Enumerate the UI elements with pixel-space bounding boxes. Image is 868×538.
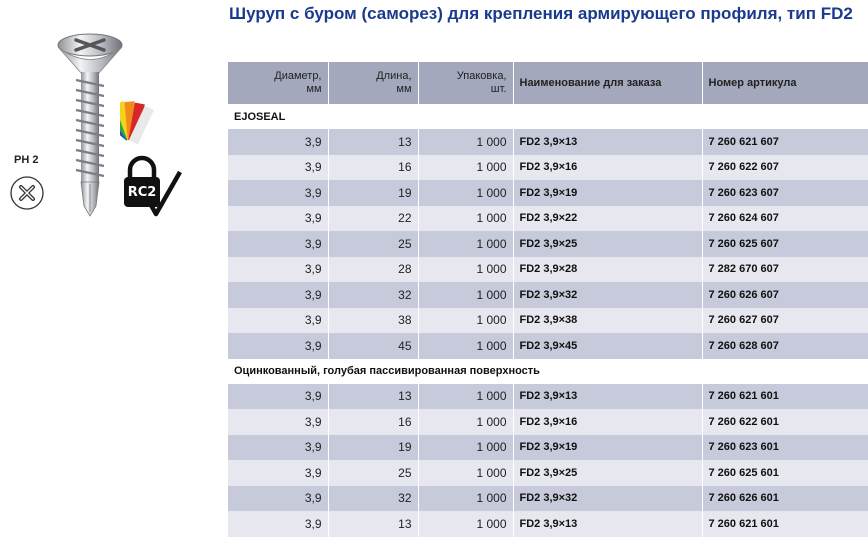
- cell-article: 7 260 626 601: [708, 492, 779, 505]
- cell-article: 7 260 625 607: [708, 237, 779, 250]
- table-row: [228, 206, 868, 232]
- header-diameter: Диаметр, мм: [228, 62, 328, 104]
- cell-length: 16: [328, 155, 418, 181]
- padlock-icon: [130, 158, 154, 178]
- cell-length: 25: [328, 231, 418, 257]
- cell-length: 28: [328, 257, 418, 283]
- cell-order-name: FD2 3,9×32: [513, 486, 702, 512]
- table-row: [228, 435, 868, 461]
- drive-label: PH 2: [14, 154, 39, 166]
- cell-article: 7 282 670 607: [708, 263, 779, 276]
- cell-article: 7 260 625 601: [708, 466, 779, 479]
- cell-package: 1 000: [418, 129, 513, 155]
- cell-package: 1 000: [418, 206, 513, 232]
- table-row: [228, 511, 868, 537]
- cell-diameter: 3,9: [228, 333, 328, 359]
- cell-article: 7 260 623 607: [708, 186, 779, 199]
- cell-order-name: FD2 3,9×22: [513, 206, 702, 232]
- table-row: [228, 180, 868, 206]
- cell-article: 7 260 621 601: [708, 517, 779, 530]
- cell-order-name: FD2 3,9×19: [513, 435, 702, 461]
- cell-diameter: 3,9: [228, 435, 328, 461]
- table-row: [228, 384, 868, 410]
- cell-package: 1 000: [418, 155, 513, 181]
- product-table: [228, 62, 868, 537]
- cell-package: 1 000: [418, 511, 513, 537]
- rc2-label: RC2: [127, 184, 157, 200]
- cell-article: 7 260 626 607: [708, 288, 779, 301]
- cell-length: 32: [328, 282, 418, 308]
- table-row: [228, 257, 868, 283]
- cell-order-name: FD2 3,9×13: [513, 129, 702, 155]
- section-header-row: [228, 359, 868, 384]
- cell-package: 1 000: [418, 180, 513, 206]
- cell-length: 32: [328, 486, 418, 512]
- cell-package: 1 000: [418, 333, 513, 359]
- cell-diameter: 3,9: [228, 155, 328, 181]
- cell-length: 16: [328, 409, 418, 435]
- cell-length: 13: [328, 129, 418, 155]
- cell-order-name: FD2 3,9×38: [513, 308, 702, 334]
- section-title: EJOSEAL: [234, 110, 286, 123]
- table-row: [228, 282, 868, 308]
- screw-illustration: [52, 28, 128, 218]
- cell-order-name: FD2 3,9×13: [513, 384, 702, 410]
- cell-diameter: 3,9: [228, 384, 328, 410]
- cell-length: 22: [328, 206, 418, 232]
- table-header-row: [228, 62, 868, 104]
- table-row: [228, 486, 868, 512]
- cell-length: 19: [328, 180, 418, 206]
- cell-length: 13: [328, 384, 418, 410]
- table-row: [228, 129, 868, 155]
- cell-article: 7 260 624 607: [708, 212, 779, 225]
- cell-article: 7 260 621 607: [708, 135, 779, 148]
- cell-order-name: FD2 3,9×25: [513, 231, 702, 257]
- cell-order-name: FD2 3,9×13: [513, 511, 702, 537]
- section-header-row: [228, 104, 868, 129]
- product-illustration-panel: [0, 0, 228, 538]
- cell-article: 7 260 623 601: [708, 441, 779, 454]
- cell-diameter: 3,9: [228, 460, 328, 486]
- table-row: [228, 308, 868, 334]
- cell-order-name: FD2 3,9×16: [513, 409, 702, 435]
- cell-package: 1 000: [418, 435, 513, 461]
- cell-length: 25: [328, 460, 418, 486]
- cell-diameter: 3,9: [228, 231, 328, 257]
- cell-diameter: 3,9: [228, 257, 328, 283]
- cell-length: 38: [328, 308, 418, 334]
- header-article: Номер артикула: [708, 76, 797, 89]
- cell-diameter: 3,9: [228, 486, 328, 512]
- cell-package: 1 000: [418, 460, 513, 486]
- cell-article: 7 260 627 607: [708, 314, 779, 327]
- cell-package: 1 000: [418, 486, 513, 512]
- cell-article: 7 260 622 607: [708, 161, 779, 174]
- cell-order-name: FD2 3,9×25: [513, 460, 702, 486]
- cell-order-name: FD2 3,9×45: [513, 333, 702, 359]
- table-row: [228, 231, 868, 257]
- cell-package: 1 000: [418, 257, 513, 283]
- color-palette-icon: [120, 96, 180, 146]
- header-package: Упаковка, шт.: [418, 62, 513, 104]
- page-title: Шуруп с буром (саморез) для крепления армирующего профиля, тип FD2: [229, 4, 853, 23]
- cell-diameter: 3,9: [228, 180, 328, 206]
- table-row: [228, 155, 868, 181]
- cell-diameter: 3,9: [228, 409, 328, 435]
- section-title: Оцинкованный, голубая пассивированная поверхность: [234, 365, 540, 377]
- cell-article: 7 260 628 607: [708, 339, 779, 352]
- cell-order-name: FD2 3,9×16: [513, 155, 702, 181]
- cell-article: 7 260 621 601: [708, 390, 779, 403]
- cell-length: 13: [328, 511, 418, 537]
- phillips-cross-icon: [9, 175, 45, 211]
- cell-diameter: 3,9: [228, 308, 328, 334]
- cell-order-name: FD2 3,9×32: [513, 282, 702, 308]
- cell-package: 1 000: [418, 409, 513, 435]
- table-row: [228, 333, 868, 359]
- cell-package: 1 000: [418, 231, 513, 257]
- cell-article: 7 260 622 601: [708, 415, 779, 428]
- cell-order-name: FD2 3,9×28: [513, 257, 702, 283]
- cell-package: 1 000: [418, 282, 513, 308]
- header-length: Длина, мм: [328, 62, 418, 104]
- table-row: [228, 409, 868, 435]
- cell-length: 19: [328, 435, 418, 461]
- cell-diameter: 3,9: [228, 282, 328, 308]
- cell-diameter: 3,9: [228, 129, 328, 155]
- cell-diameter: 3,9: [228, 511, 328, 537]
- table-row: [228, 460, 868, 486]
- cell-package: 1 000: [418, 308, 513, 334]
- cell-diameter: 3,9: [228, 206, 328, 232]
- cell-length: 45: [328, 333, 418, 359]
- cell-package: 1 000: [418, 384, 513, 410]
- cell-order-name: FD2 3,9×19: [513, 180, 702, 206]
- header-order-name: Наименование для заказа: [513, 62, 702, 104]
